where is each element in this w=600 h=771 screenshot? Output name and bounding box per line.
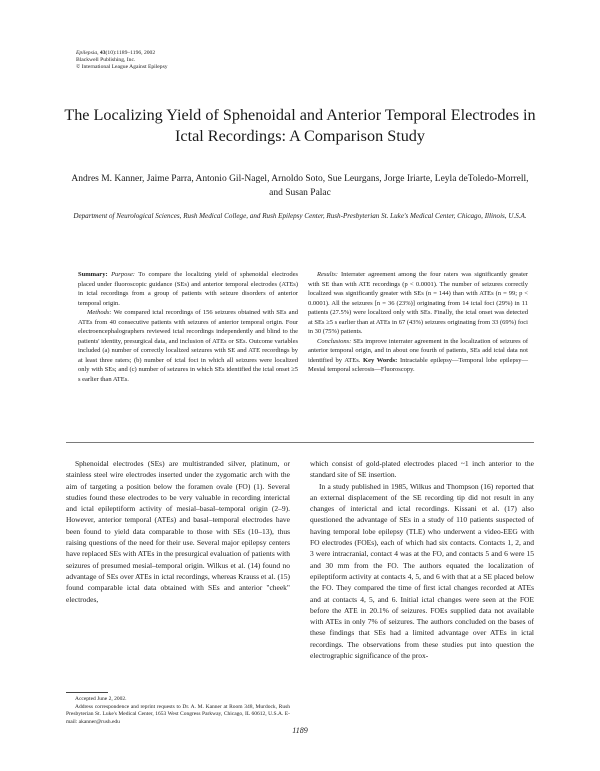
footnote-accepted: Accepted June 2, 2002.: [75, 696, 127, 702]
article-title: The Localizing Yield of Sphenoidal and Anterior Temporal Electrodes in Ictal Recordings: A Comparison Study: [64, 106, 536, 145]
copyright: © International League Against Epilepsy: [76, 64, 168, 70]
body-left-column: [66, 458, 290, 605]
summary-results: Results: Interrater agreement among the four raters was significantly greater with SE than with ATE recordings (p < 0.0001). The number of seizures correctly localized was significantly greater with SEs (n = 144) than with ATEs (n = 99; p < 0.0001). All the seizures [n = 36 (23%)] originating from 14 ictal foci (29%) in 11 patients (27.5%) were localized only with SEs. Finally, the ictal onset was detected at SEs ≥5 s earlier than at ATEs in 67 (43%) seizures originating from 33 (69%) foci in 30 (75%) patients.: [308, 271, 528, 335]
journal-header: [76, 50, 168, 71]
journal-citation: Epilepsia, 43(10):1189–1196, 2002: [76, 50, 156, 56]
section-divider: [66, 442, 534, 443]
summary-methods: Methods: We compared ictal recordings of 156 seizures obtained with SEs and ATEs from 40 consecutive patients with seizures of anterior temporal origin. Four electroencephalographers reviewed ictal recordings independently and blind to the patients' identity, presurgical data, and inclusion of ATEs or SEs. Outcome variables included (a) number of correctly localized seizures with SE and ATE recordings by at least three raters; (b) number of ictal foci in which all seizures were localized only with SEs; and (c) number of seizures in which SEs identified the ictal onset ≥5 s earlier than ATEs.: [78, 309, 298, 383]
footnote-divider: [66, 692, 108, 693]
author-list: Andres M. Kanner, Jaime Parra, Antonio Gil-Nagel, Arnoldo Soto, Sue Leurgans, Jorge Iriarte, Leyla deToledo-Morrell, and Susan Palac: [71, 174, 529, 198]
summary-purpose: Summary: Purpose: To compare the localizing yield of sphenoidal electrodes placed under fluoroscopic guidance (SEs) and anterior temporal electrodes (ATEs) in ictal recordings from a group of patients with seizure disorders of anterior temporal origin.: [78, 271, 299, 307]
body-paragraph: Sphenoidal electrodes (SEs) are multistranded silver, platinum, or stainless steel wire electrodes inserted under the zygomatic arch with the aim of targeting a position below the foramen ovale (FO) (1). Several studies found these electrodes to be very valuable in recording interictal and ictal epileptiform activity of mesial–basal–temporal origin (2–9). However, anterior temporal (ATEs) and basal–temporal electrodes have been found to yield data comparable to those with SEs (10–13), thus raising questions of the need for their use. Several major epilepsy centers have replaced SEs with ATEs in the presurgical evaluation of patients with seizures of presumed mesial–temporal origin. Wilkus et al. (14) found no advantage of SEs over ATEs in ictal recordings, whereas Krauss et al. (15) found comparable ictal data obtained with SEs and anterior "cheek" electrodes,: [66, 459, 290, 604]
body-right-column: [310, 458, 534, 661]
body-paragraph: In a study published in 1985, Wilkus and Thompson (16) reported that an external displacement of the SE recording tip did not result in any changes of interictal and ictal recordings. Kissani et al. (17) also questioned the advantage of SEs in a study of 110 patients suspected of having temporal lobe epilepsy (TLE) who underwent a video-EEG with FO electrodes (FOEs), each of which had six contacts. Contacts 1, 2, and 3 were intracranial, contact 4 was at the FO, and contacts 5 and 6 were 15 and 30 mm from the FO. The authors equated the localization of epileptiform activity at contacts 4, 5, and 6 with that at a SE placed below the FO. They compared the time of first ictal changes recorded at ATEs and at contacts 4, 5, and 6. Initial ictal changes were seen at the FOE before the ATE in 20.1% of seizures. FOEs supplied data not available with ATEs in only 7% of seizures. The authors concluded on the bases of these findings that SEs had a limited advantage over ATEs in ictal recordings. The observations from these studies put into question the electrographic significance of the prox-: [310, 481, 534, 661]
page-number: 1189: [292, 726, 308, 735]
body-paragraph: which consist of gold-plated electrodes placed ~1 inch anterior to the standard site of SE insertion.: [310, 459, 534, 480]
summary-left-column: [78, 270, 298, 384]
affiliation: Department of Neurological Sciences, Rush Medical College, and Rush Epilepsy Center, Rush-Presbyterian St. Luke's Medical Center, Chicago, Illinois, U.S.A.: [73, 212, 527, 220]
summary-right-column: [308, 270, 528, 375]
footnote-correspondence: Address correspondence and reprint requests to Dr. A. M. Kanner at Room 348, Murdock, Rush Presbyterian St. Luke's Medical Center, 1653 West Congress Parkway, Chicago, IL 60612, U.S.A. E-mail: akanner@rush.edu: [66, 703, 290, 725]
footnote: [66, 696, 290, 726]
publisher: Blackwell Publishing, Inc.: [76, 57, 136, 63]
summary-conclusions: Conclusions: SEs improve interrater agreement in the localization of seizures of anterior temporal origin, and in about one fourth of patients, SEs add ictal data not identified by ATEs. Key Words: Intractable epilepsy—Temporal lobe epilepsy—Mesial temporal sclerosis—Fluoroscopy.: [308, 337, 528, 373]
